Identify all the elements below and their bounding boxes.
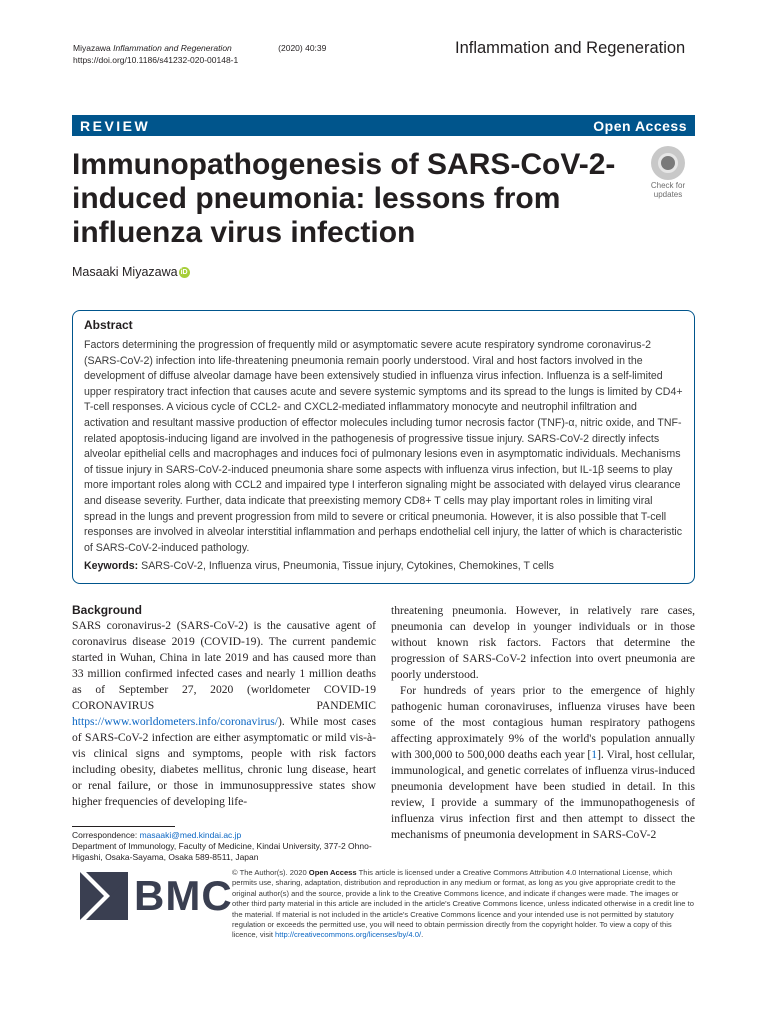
abstract-heading: Abstract xyxy=(84,318,133,332)
header-journal: Inflammation and Regeneration xyxy=(113,43,232,53)
doi-link[interactable]: https://doi.org/10.1186/s41232-020-00148-1 xyxy=(73,55,239,65)
section-heading: Background xyxy=(72,603,143,617)
bmc-logo-text: BMC xyxy=(134,872,233,919)
footnote-divider xyxy=(72,826,175,827)
bmc-logo xyxy=(80,872,233,920)
badge-line-1: Check for xyxy=(650,181,686,190)
header-author: Miyazawa xyxy=(73,43,111,53)
author-line xyxy=(72,265,190,279)
body-paragraph: SARS coronavirus-2 (SARS-CoV-2) is the causative agent of coronavirus disease 2019 (COVID-19). The current pandemic started in Wuhan, China in late 2019 and has caused more than 33 million confirmed infected cases and nearly 1 million deaths as of September 27, 2020 (worldometer COVID-19 CORONAVIRUS PANDEMIC https://www.worldometers.info/coronavirus/). While most cases of SARS-CoV-2 infection are either asymptomatic or mild vis-à-vis clinical signs and symptoms, people with risk factors including obesity, diabetes mellitus, chronic lung disease, heart or renal failure, or those in immunosuppressive states show higher frequencies of developing life- xyxy=(72,619,376,808)
body-column-left xyxy=(72,603,376,810)
affiliation: Department of Immunology, Faculty of Medicine, Kindai University, 377-2 Ohno-Higashi, Osaka-Sayama, Osaka 589-8511, Japan xyxy=(72,841,372,862)
running-header xyxy=(73,42,326,66)
crossmark-icon xyxy=(651,146,685,180)
correspondence-label: Correspondence: xyxy=(72,830,140,840)
abstract-box xyxy=(72,310,695,584)
license-link[interactable]: http://creativecommons.org/licenses/by/4.0/ xyxy=(275,930,422,940)
keywords-label: Keywords: xyxy=(84,560,139,573)
journal-name: Inflammation and Regeneration xyxy=(455,39,686,57)
body-paragraph: For hundreds of years prior to the emergence of highly pathogenic human coronaviruses, influenza viruses have been some of the most contagious human respiratory pathogens affecting approximately 9% of the world's population annually with 300,000 to 500,000 deaths each year [1]. Viral, host cellular, immunological, and genetic correlates of influenza virus-induced pneumonia development have been studied in detail. In this review, I provide a summary of the immunopathogenesis of influenza virus infection first and then attempt to dissect the mechanisms of pneumonia development in SARS-CoV-2 xyxy=(391,684,695,841)
article-type-banner xyxy=(72,115,695,136)
keywords xyxy=(84,559,683,575)
email-link[interactable]: masaaki@med.kindai.ac.jp xyxy=(139,830,242,840)
body-paragraph: threatening pneumonia. However, in relatively rare cases, pneumonia can develop in younger individuals or in those without known risk factors. Factors that determine the progression of SARS-CoV-2 infection into overt pneumonia are poorly understood. xyxy=(391,604,695,681)
article-type: REVIEW xyxy=(80,117,151,134)
worldometers-link[interactable]: https://www.worldometers.info/coronavirus/ xyxy=(72,715,278,728)
keywords-list: SARS-CoV-2, Influenza virus, Pneumonia, Tissue injury, Cytokines, Chemokines, T cells xyxy=(141,560,554,573)
author-name[interactable]: Masaaki Miyazawa xyxy=(72,265,178,279)
open-access-label: Open Access xyxy=(593,117,687,134)
reference-link[interactable]: 1 xyxy=(591,748,598,761)
citation-line xyxy=(73,42,326,54)
body-column-right xyxy=(391,603,695,843)
badge-line-2: updates xyxy=(653,190,683,199)
correspondence-note xyxy=(72,830,372,863)
check-for-updates-badge[interactable] xyxy=(640,144,696,200)
abstract-text: Factors determining the progression of frequently mild or asymptomatic severe acute respiratory syndrome coronavirus-2 (SARS-CoV-2) infection into life-threatening pneumonia remain poorly understood. Viral and host factors involved in the development of diffuse alveolar damage have been extensively studied in influenza virus infection. Influenza is a self-limited upper respiratory tract infection that causes acute and severe systemic symptoms and its spread to the lungs is limited by CD4+ T-cell responses. A vicious cycle of CCL2- and CXCL2-mediated inflammatory monocyte and neutrophil infiltration and activation and resultant massive production of effector molecules including tumor necrosis factor (TNF)-α, nitric oxide, and TNF-related apoptosis-inducing ligand are involved in the pathogenesis of progressive tissue injury. SARS-CoV-2 directly infects alveolar epithelial cells and macrophages and induces foci of pulmonary lesions even in asymptomatic individuals. Mechanisms of tissue injury in SARS-CoV-2-induced pneumonia share some aspects with influenza virus infection, but IL-1β seems to play more important roles along with CCL2 and impaired type I interferon signaling might be associated with delayed virus clearance and disease severity. Further, data indicate that preexisting memory CD8+ T cells may play important roles in limiting viral spread in the lungs and prevent progression from mild to severe or critical pneumonia. However, it is also possible that T-cell responses are involved in alveolar interstitial inflammation and perhaps endothelial cell injury, the latter of which is characteristic of SARS-CoV-2-induced pathology. xyxy=(84,339,683,554)
header-year-volume: (2020) 40:39 xyxy=(278,43,327,53)
orcid-icon[interactable]: iD xyxy=(180,268,188,276)
license-text: © The Author(s). 2020 Open Access This article is licensed under a Creative Commons Attribution 4.0 International License, which permits use, sharing, adaptation, distribution and reproduction in any medium or format, as long as you give appropriate credit to the original author(s) and the source, provide a link to the Creative Commons licence, and indicate if changes were made. The images or other third party material in this article are included in the article's Creative Commons licence, unless indicated otherwise in a credit line to the material. If material is not included in the article's Creative Commons licence and your intended use is not permitted by statutory regulation or exceeds the permitted use, you will need to obtain permission directly from the copyright holder. To view a copy of this licence, visit http://creativecommons.org/licenses/by/4.0/. xyxy=(232,868,694,940)
open-access-bold: Open Access xyxy=(308,868,357,877)
article-title: Immunopathogenesis of SARS-CoV-2-induced pneumonia: lessons from influenza virus infection xyxy=(72,148,616,249)
bmc-logo-icon xyxy=(80,872,128,920)
